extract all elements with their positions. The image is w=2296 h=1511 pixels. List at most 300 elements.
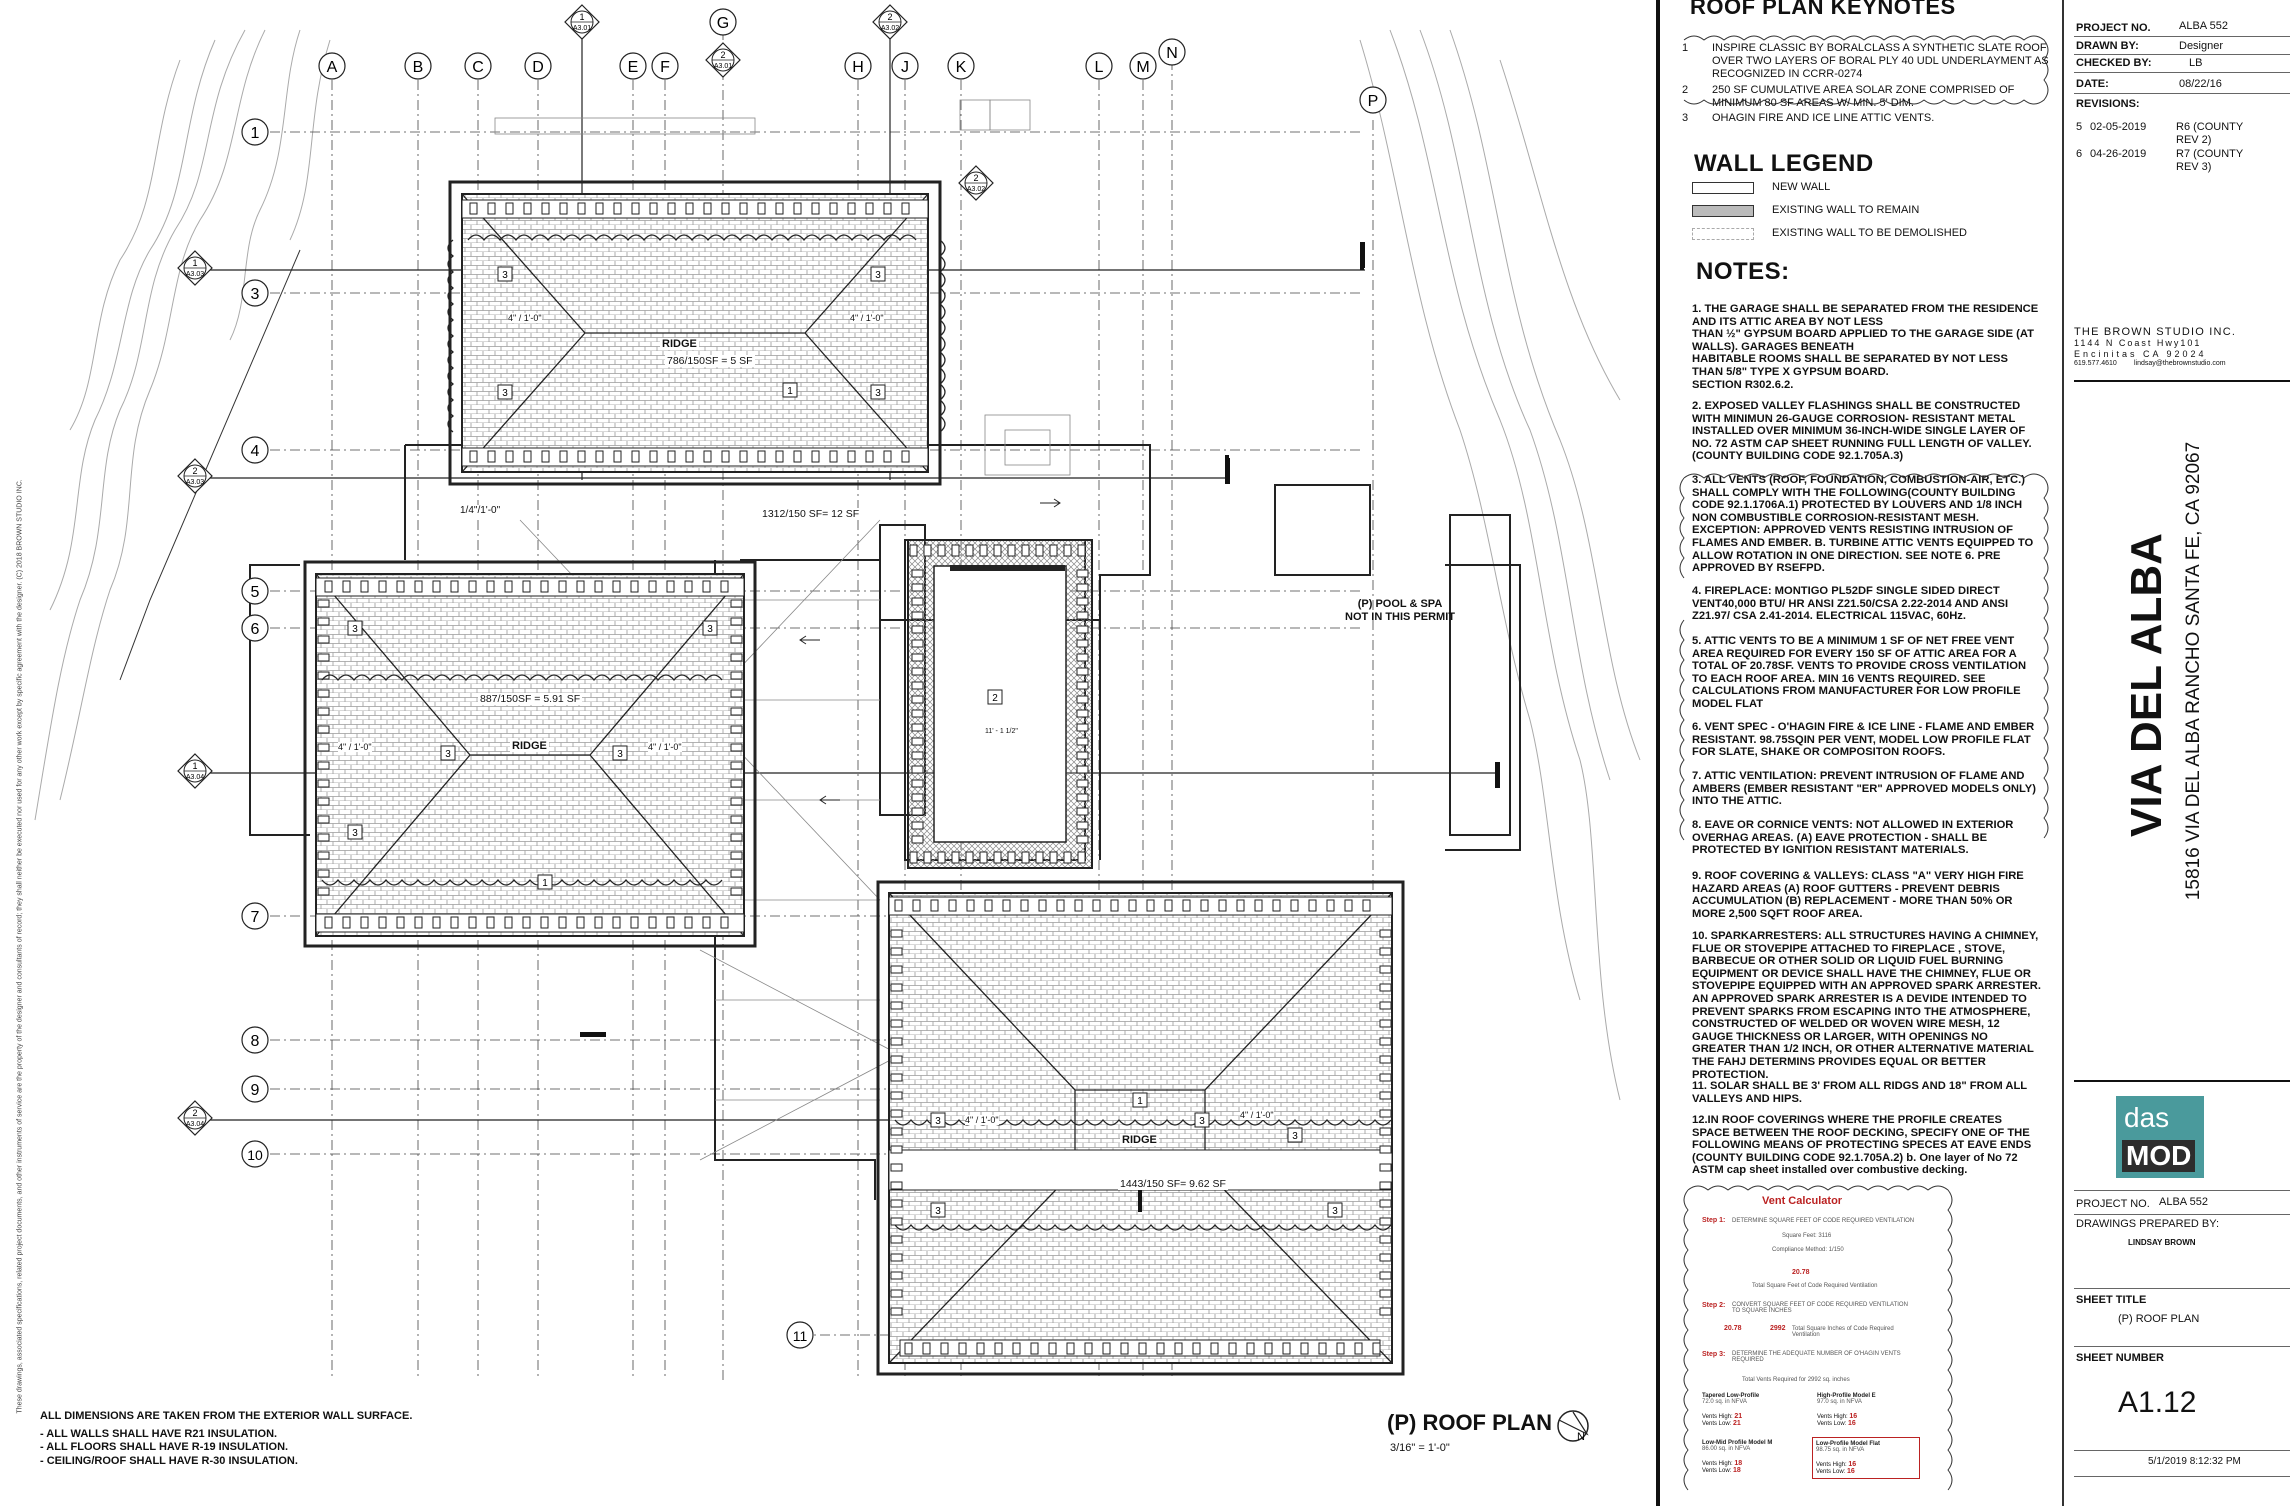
new-wall-label: NEW WALL	[1772, 181, 1831, 193]
vent-marker	[912, 752, 923, 759]
vc-method: Compliance Method: 1/150	[1772, 1247, 1844, 1253]
vent-marker	[703, 581, 710, 592]
vent-marker	[731, 870, 742, 877]
svg-text:6: 6	[250, 621, 260, 638]
svg-text:1: 1	[787, 386, 793, 397]
column-grid-bubbles	[319, 9, 1386, 113]
vent-marker	[1247, 1343, 1254, 1354]
svg-text:L: L	[1094, 59, 1104, 76]
vent-marker	[1049, 1343, 1056, 1354]
vent-marker	[1327, 900, 1334, 911]
studio-address-2: Encinitas CA 92024	[2074, 349, 2207, 359]
vent-marker	[891, 984, 902, 991]
vent-marker	[318, 744, 329, 751]
vent-marker	[595, 917, 602, 928]
svg-text:A3.04: A3.04	[185, 1121, 205, 1128]
vent-marker	[1050, 852, 1057, 863]
vent-marker	[912, 808, 923, 815]
svg-text:9: 9	[250, 1082, 260, 1099]
vent-marker	[318, 654, 329, 661]
vent-marker	[1380, 1290, 1391, 1297]
keynote-1-num: 1	[1682, 42, 1689, 54]
vent-marker	[1077, 598, 1088, 605]
vent-marker	[1078, 852, 1085, 863]
vent-marker	[891, 1074, 902, 1081]
vent-marker	[318, 690, 329, 697]
svg-text:7: 7	[250, 909, 260, 926]
ridge-label-3: RIDGE	[1122, 1134, 1157, 1146]
project-no-label: PROJECT NO.	[2076, 22, 2151, 34]
vc-step2: Step 2:	[1702, 1302, 1726, 1309]
vent-marker	[731, 816, 742, 823]
revision-1-num: 5	[2076, 121, 2083, 133]
svg-text:A3.02: A3.02	[880, 25, 900, 32]
section-tag-A3.04-1	[178, 754, 212, 788]
vent-marker	[1077, 682, 1088, 689]
grid-bubble-row-9	[242, 1076, 268, 1102]
vent-marker	[731, 888, 742, 895]
svg-text:1: 1	[250, 125, 260, 142]
vent-marker	[1147, 900, 1154, 911]
vent-marker	[891, 1128, 902, 1135]
grid-bubble-row-1	[242, 119, 268, 145]
vent-marker	[1283, 1343, 1290, 1354]
date-value: 08/22/16	[2179, 78, 2222, 90]
vent-marker	[1077, 570, 1088, 577]
plan-scale: 3/16" = 1'-0"	[1390, 1442, 1450, 1454]
vent-marker	[1380, 1308, 1391, 1315]
vent-marker	[1077, 710, 1088, 717]
note-5: 5. ATTIC VENTS TO BE A MINIMUM 1 SF OF NET FREE VENT AREA REQUIRED FOR EVERY 150 SF OF ATTIC AREA FOR A TOTAL OF 20.78SF. VENTS TO PROVIDE CROSS VENTILATION TO EACH ROOF AREA. MIN 16 VENTS REQUIRED. SEE CALCULATIONS FROM MANUFACTURER FOR LOW PROFILE MODEL FLAT	[1692, 635, 2027, 710]
vent-marker	[1077, 584, 1088, 591]
vent-marker	[577, 581, 584, 592]
project-name: VIA DEL ALBA	[2122, 533, 2171, 837]
keynote-3-num: 3	[1682, 112, 1689, 124]
grid-bubble-col-J	[892, 53, 918, 79]
vent-marker	[731, 708, 742, 715]
vc-model-1-sub: 72.0 sq. in NFVA	[1702, 1399, 1747, 1405]
tb-rule-7	[2074, 1190, 2290, 1191]
logo-bottom-text: MOD	[2122, 1140, 2195, 1172]
vent-marker	[830, 451, 837, 462]
slope-label-1: 1/4"/1'-0"	[460, 505, 501, 516]
vent-marker	[578, 451, 585, 462]
svg-text:2: 2	[720, 50, 726, 60]
grid-bubble-col-D	[525, 53, 551, 79]
vc-model-2-high-label: Vents High:	[1817, 1414, 1848, 1420]
vent-marker	[980, 852, 987, 863]
vent-marker	[318, 834, 329, 841]
vent-marker	[704, 451, 711, 462]
vent-marker	[912, 584, 923, 591]
vent-marker	[924, 545, 931, 556]
vent-marker	[776, 203, 783, 214]
vent-marker	[1129, 900, 1136, 911]
vent-marker	[668, 203, 675, 214]
vc-step3-text: DETERMINE THE ADEQUATE NUMBER OF O'HAGIN VENTS REQUIRED	[1732, 1351, 1901, 1363]
tb-rule-6	[2074, 1080, 2290, 1082]
grid-bubble-col-M	[1130, 53, 1156, 79]
vent-marker	[931, 900, 938, 911]
keynote-marker-2	[988, 690, 1002, 704]
sheet-number-value: A1.12	[2118, 1386, 2197, 1419]
revision-2-desc: R7 (COUNTY REV 3)	[2176, 148, 2244, 173]
vent-marker	[1380, 1182, 1391, 1189]
vent-marker	[891, 1290, 902, 1297]
vent-marker	[488, 203, 495, 214]
vent-marker	[613, 581, 620, 592]
svg-text:A3.02: A3.02	[966, 186, 986, 193]
vent-marker	[523, 581, 530, 592]
vent-marker	[1345, 900, 1352, 911]
vent-marker	[1229, 1343, 1236, 1354]
vent-marker	[924, 852, 931, 863]
vent-marker	[1273, 900, 1280, 911]
revision-1-date: 02-05-2019	[2090, 121, 2147, 133]
revision-1-desc: R6 (COUNTY REV 2)	[2176, 121, 2244, 146]
vent-marker	[891, 1002, 902, 1009]
vent-marker	[1077, 766, 1088, 773]
vent-marker	[451, 917, 458, 928]
keynote-marker-3	[498, 385, 512, 399]
vent-marker	[1031, 1343, 1038, 1354]
vent-marker	[1380, 1110, 1391, 1117]
vent-marker	[325, 581, 332, 592]
vent-marker	[318, 618, 329, 625]
keynote-marker-3	[1195, 1113, 1209, 1127]
logo-top-text: das	[2124, 1102, 2170, 1133]
grid-bubble-row-5	[242, 578, 268, 604]
vent-marker	[910, 545, 917, 556]
vc-model-4-high: 16	[1848, 1461, 1857, 1468]
keynote-marker-3	[871, 267, 885, 281]
svg-text:D: D	[532, 59, 544, 76]
svg-text:5: 5	[250, 584, 260, 601]
svg-text:2: 2	[192, 466, 198, 476]
vent-marker	[941, 1343, 948, 1354]
note-7: 7. ATTIC VENTILATION: PREVENT INTRUSION OF FLAME AND AMBERS (EMBER RESISTANT "ER" APPROVED MODELS ONLY) INTO THE ATTIC.	[1692, 770, 2036, 808]
section-tag-A3.02-2	[959, 166, 993, 200]
keynote-2-num: 2	[1682, 84, 1689, 96]
prepared-by-label: DRAWINGS PREPARED BY:	[2076, 1218, 2220, 1230]
svg-text:A3.04: A3.04	[185, 774, 205, 781]
vent-marker	[731, 654, 742, 661]
svg-text:2: 2	[973, 173, 979, 183]
vent-marker	[721, 917, 728, 928]
vent-marker	[1022, 545, 1029, 556]
note-1: 1. THE GARAGE SHALL BE SEPARATED FROM THE RESIDENCE AND ITS ATTIC AREA BY NOT LESS THAN ½" GYPSUM BOARD APPLIED TO THE GARAGE SIDE (AT WALLS). GARAGES BENEATH HABITABLE ROOMS SHALL BE SEPARATED BY NOT LESS THAN 5/8" TYPE X GYPSUM BOARD. SECTION R302.6.2.	[1692, 303, 2039, 391]
vent-marker	[1301, 1343, 1308, 1354]
keynote-marker-3	[871, 385, 885, 399]
vent-marker	[1380, 966, 1391, 973]
vent-marker	[731, 852, 742, 859]
vent-marker	[1050, 545, 1057, 556]
vent-marker	[1380, 1092, 1391, 1099]
vent-marker	[1003, 900, 1010, 911]
vent-marker	[1380, 1038, 1391, 1045]
vent-marker	[912, 710, 923, 717]
vent-marker	[1075, 900, 1082, 911]
tb-rule-12	[2074, 1476, 2290, 1477]
note-8: 8. EAVE OR CORNICE VENTS: NOT ALLOWED IN EXTERIOR OVERHAG AREAS. (A) EAVE PROTECTION - SHALL BE PROTECTED BY IGNITION RESISTANT MATERIALS.	[1692, 819, 2014, 857]
vc-model-3	[1702, 1440, 1802, 1474]
vent-marker	[685, 581, 692, 592]
keynote-marker-3	[931, 1113, 945, 1127]
studio-address-1: 1144 N Coast Hwy101	[2074, 338, 2202, 348]
vent-marker	[1380, 1074, 1391, 1081]
vent-marker	[912, 836, 923, 843]
vent-marker	[318, 726, 329, 733]
vent-marker	[912, 626, 923, 633]
vent-marker	[433, 581, 440, 592]
svg-text:A3.01: A3.01	[572, 25, 592, 32]
vent-marker	[1077, 738, 1088, 745]
vent-marker	[866, 451, 873, 462]
vent-marker	[649, 917, 656, 928]
vent-marker	[451, 581, 458, 592]
vent-marker	[470, 203, 477, 214]
roof-upper	[450, 182, 940, 484]
vent-marker	[891, 1182, 902, 1189]
vent-marker	[721, 581, 728, 592]
keynote-3-text: OHAGIN FIRE AND ICE LINE ATTIC VENTS.	[1712, 112, 1935, 124]
vent-marker	[433, 917, 440, 928]
vent-marker	[613, 917, 620, 928]
vent-marker	[967, 900, 974, 911]
drawn-by-value: Designer	[2179, 40, 2224, 52]
vent-marker	[884, 451, 891, 462]
vent-marker	[685, 917, 692, 928]
vent-marker	[1380, 1164, 1391, 1171]
demolish-wall-label: EXISTING WALL TO BE DEMOLISHED	[1772, 227, 1967, 239]
vent-marker	[794, 451, 801, 462]
demolish-wall-swatch	[1692, 228, 1754, 240]
vent-marker	[650, 451, 657, 462]
vent-marker	[980, 545, 987, 556]
vent-marker	[891, 1218, 902, 1225]
tb-rule-9	[2074, 1288, 2290, 1289]
vent-marker	[891, 1038, 902, 1045]
vent-marker	[614, 451, 621, 462]
keynote-1-text: INSPIRE CLASSIC BY BORALCLASS A SYNTHETIC SLATE ROOF OVER TWO LAYERS OF BORAL PLY 40 UDL UNDERLAYMENT AS RECOGNIZED IN CCRR-0274	[1712, 42, 2049, 80]
vent-marker	[731, 798, 742, 805]
dasmod-logo	[2116, 1096, 2204, 1178]
svg-text:1: 1	[192, 258, 198, 268]
note-9: 9. ROOF COVERING & VALLEYS: CLASS "A" VERY HIGH FIRE HAZARD AREAS (A) ROOF GUTTERS - PREVENT DEBRIS ACCUMULATION (B) REPLACEMENT - MORE THAN 50% OR MORE 2,500 SQFT ROOF AREA.	[1692, 870, 2024, 920]
vc-model-1-high-label: Vents High:	[1702, 1414, 1733, 1420]
vent-calculator	[1682, 1185, 1942, 1503]
vent-marker	[912, 794, 923, 801]
vent-marker	[912, 724, 923, 731]
vent-marker	[1380, 1272, 1391, 1279]
vent-marker	[1237, 900, 1244, 911]
vc-step2-text: CONVERT SQUARE FEET OF CODE REQUIRED VENTILATION TO SQUARE INCHES	[1732, 1302, 1908, 1314]
svg-text:A: A	[326, 59, 338, 76]
note-12: 12.IN ROOF COVERINGS WHERE THE PROFILE CREATES SPACE BETWEEN THE ROOF DECKING, SPECIFY ONE OF THE FOLLOWING MEANS OF PROTECTING SPECES AT EAVE ENDS (COUNTY BUILDING CODE 92.1.705A.2) b. One layer of No 72 ASTM cap sheet installed over combustive decking.	[1692, 1114, 2032, 1177]
vent-marker	[649, 581, 656, 592]
keynote-marker-3	[441, 746, 455, 760]
vent-marker	[848, 203, 855, 214]
vc-model-4-high-label: Vents High:	[1816, 1462, 1847, 1468]
vent-marker	[891, 1308, 902, 1315]
vent-marker	[361, 917, 368, 928]
vent-marker	[1093, 900, 1100, 911]
vent-marker	[830, 203, 837, 214]
vent-marker	[740, 203, 747, 214]
vent-marker	[596, 203, 603, 214]
vent-marker	[1319, 1343, 1326, 1354]
vent-marker	[667, 581, 674, 592]
vent-marker	[1265, 1343, 1272, 1354]
svg-text:8: 8	[250, 1033, 260, 1050]
vent-marker	[952, 545, 959, 556]
vent-marker	[731, 726, 742, 733]
vent-marker	[397, 581, 404, 592]
vc-model-2	[1817, 1393, 1917, 1427]
vent-marker	[1077, 780, 1088, 787]
vent-marker	[1064, 852, 1071, 863]
ridge-label-1: RIDGE	[662, 338, 697, 350]
svg-text:4: 4	[250, 443, 260, 460]
existing-wall-swatch	[1692, 205, 1754, 217]
revision-2-date: 04-26-2019	[2090, 148, 2147, 160]
vent-marker	[1373, 1343, 1380, 1354]
vent-marker	[1078, 545, 1085, 556]
svg-text:10: 10	[247, 1147, 263, 1163]
vent-marker	[1111, 900, 1118, 911]
vent-marker	[1077, 794, 1088, 801]
project-no-value: ALBA 552	[2179, 20, 2228, 32]
vent-marker	[884, 203, 891, 214]
grid-bubble-col-E	[620, 53, 646, 79]
vent-marker	[318, 798, 329, 805]
vent-marker	[891, 1272, 902, 1279]
vent-marker	[995, 1343, 1002, 1354]
vent-marker	[1175, 1343, 1182, 1354]
roof-area-label-4: 1443/150 SF= 9.62 SF	[1120, 1178, 1226, 1190]
vent-marker	[912, 668, 923, 675]
vent-marker	[949, 900, 956, 911]
vent-marker	[632, 451, 639, 462]
vc-value-2-label: Total Square Inches of Code Required Ventilation	[1792, 1326, 1894, 1338]
svg-text:3: 3	[617, 749, 623, 760]
vent-marker	[722, 203, 729, 214]
vent-marker	[505, 917, 512, 928]
drawn-by-label: DRAWN BY:	[2076, 40, 2139, 52]
svg-text:A3.03: A3.03	[185, 479, 205, 486]
svg-text:3: 3	[875, 388, 881, 399]
vent-marker	[731, 618, 742, 625]
vent-marker	[866, 203, 873, 214]
section-tag-A3.04-2	[178, 1101, 212, 1135]
vent-marker	[1036, 852, 1043, 863]
vent-marker	[1085, 1343, 1092, 1354]
vent-marker	[470, 451, 477, 462]
vent-marker	[1013, 1343, 1020, 1354]
vent-marker	[1067, 1343, 1074, 1354]
vent-marker	[318, 780, 329, 787]
vc-model-1-high: 21	[1734, 1413, 1743, 1420]
section-tag-A3.01-2	[706, 43, 740, 77]
svg-text:A3.01: A3.01	[713, 63, 733, 70]
tb-rule-3	[2074, 72, 2290, 73]
vent-marker	[994, 545, 1001, 556]
vent-marker	[891, 1092, 902, 1099]
grid-bubble-col-B	[405, 53, 431, 79]
vent-marker	[614, 203, 621, 214]
svg-text:B: B	[412, 59, 424, 76]
vent-marker	[318, 852, 329, 859]
studio-name: THE BROWN STUDIO INC.	[2074, 326, 2237, 338]
vent-marker	[343, 581, 350, 592]
vc-model-2-high: 16	[1849, 1413, 1858, 1420]
vent-marker	[318, 762, 329, 769]
keynote-marker-1	[1133, 1093, 1147, 1107]
keynote-marker-3	[1288, 1128, 1302, 1142]
grid-bubble-col-G	[710, 9, 736, 35]
vent-marker	[1064, 545, 1071, 556]
bottom-notes	[40, 1410, 460, 1468]
slope-label-5: 4" / 1'-0"	[648, 742, 682, 752]
vent-marker	[895, 900, 902, 911]
vc-model-3-low-label: Vents Low:	[1702, 1468, 1732, 1474]
title-block	[2062, 0, 2296, 1506]
vent-marker	[1380, 948, 1391, 955]
svg-text:3: 3	[1332, 1206, 1338, 1217]
vent-marker	[506, 203, 513, 214]
vent-marker	[577, 917, 584, 928]
vent-marker	[912, 766, 923, 773]
vent-marker	[560, 203, 567, 214]
vent-marker	[910, 852, 917, 863]
vent-marker	[318, 600, 329, 607]
vent-marker	[1077, 654, 1088, 661]
vent-marker	[318, 816, 329, 823]
vent-marker	[1183, 900, 1190, 911]
roof-area-label-1: 786/150SF = 5 SF	[667, 355, 753, 367]
vent-marker	[912, 654, 923, 661]
notes-panel	[1662, 0, 2062, 1506]
vent-marker	[891, 1254, 902, 1261]
note-10: 10. SPARKARRESTERS: ALL STRUCTURES HAVING A CHIMNEY, FLUE OR STOVEPIPE ATTACHED TO FIREPLACE , STOVE, BARBECUE OR OTHER SOLID OR LIQUID FUEL BURNING EQUIPMENT OR DEVICE SHALL HAVE THE CHIMNEY, FLUE OR STOVEPIPE EQUIPPED WITH AN APPROVED SPARK ARRESTER. AN APPROVED SPARK ARRESTER IS A DEVIDE INTENDED TO PREVENT SPARKS FROM ESCAPING INTO THE ATMOSPHERE, CONSTRUCTED OF WELDED OR WOVEN WIRE MESH, 12 GAUGE THICKNESS OR LARGER, WITH OPENINGS NO GREATER THAN 1/2 INCH, OR OTHER ALTERNATIVE MATERIAL THE FAHJ DETERMINS PROVIDES EQUAL OR BETTER PROTECTION.	[1692, 930, 2041, 1081]
svg-text:1: 1	[1137, 1096, 1143, 1107]
keynote-marker-3	[498, 267, 512, 281]
vent-marker	[731, 672, 742, 679]
tb-rule-2	[2074, 54, 2290, 55]
vent-marker	[912, 780, 923, 787]
svg-text:2: 2	[192, 1108, 198, 1118]
svg-text:P: P	[1367, 93, 1379, 110]
vent-marker	[686, 451, 693, 462]
roof-area-label-3: 887/150SF = 5.91 SF	[480, 693, 581, 705]
keynote-2-text: 250 SF CUMULATIVE AREA SOLAR ZONE COMPRISED OF MINIMUM 80 SF AREAS W/ MIN. 5' DIM.	[1712, 84, 2015, 109]
vent-marker	[1121, 1343, 1128, 1354]
vent-marker	[488, 451, 495, 462]
svg-text:3: 3	[502, 388, 508, 399]
vent-marker	[1077, 640, 1088, 647]
existing-wall-label: EXISTING WALL TO REMAIN	[1772, 204, 1920, 216]
vent-marker	[1380, 984, 1391, 991]
pool-note: (P) POOL & SPA NOT IN THIS PERMIT	[1345, 598, 1455, 623]
keynote-marker-3	[348, 825, 362, 839]
vent-marker	[758, 203, 765, 214]
sheet-number-label: SHEET NUMBER	[2076, 1352, 2165, 1364]
vent-marker	[631, 581, 638, 592]
svg-text:1: 1	[542, 878, 548, 889]
wall-legend-title: WALL LEGEND	[1694, 150, 1874, 177]
tb-rule-1	[2074, 36, 2290, 37]
dimension-label: 11' - 1 1/2"	[985, 728, 1018, 735]
